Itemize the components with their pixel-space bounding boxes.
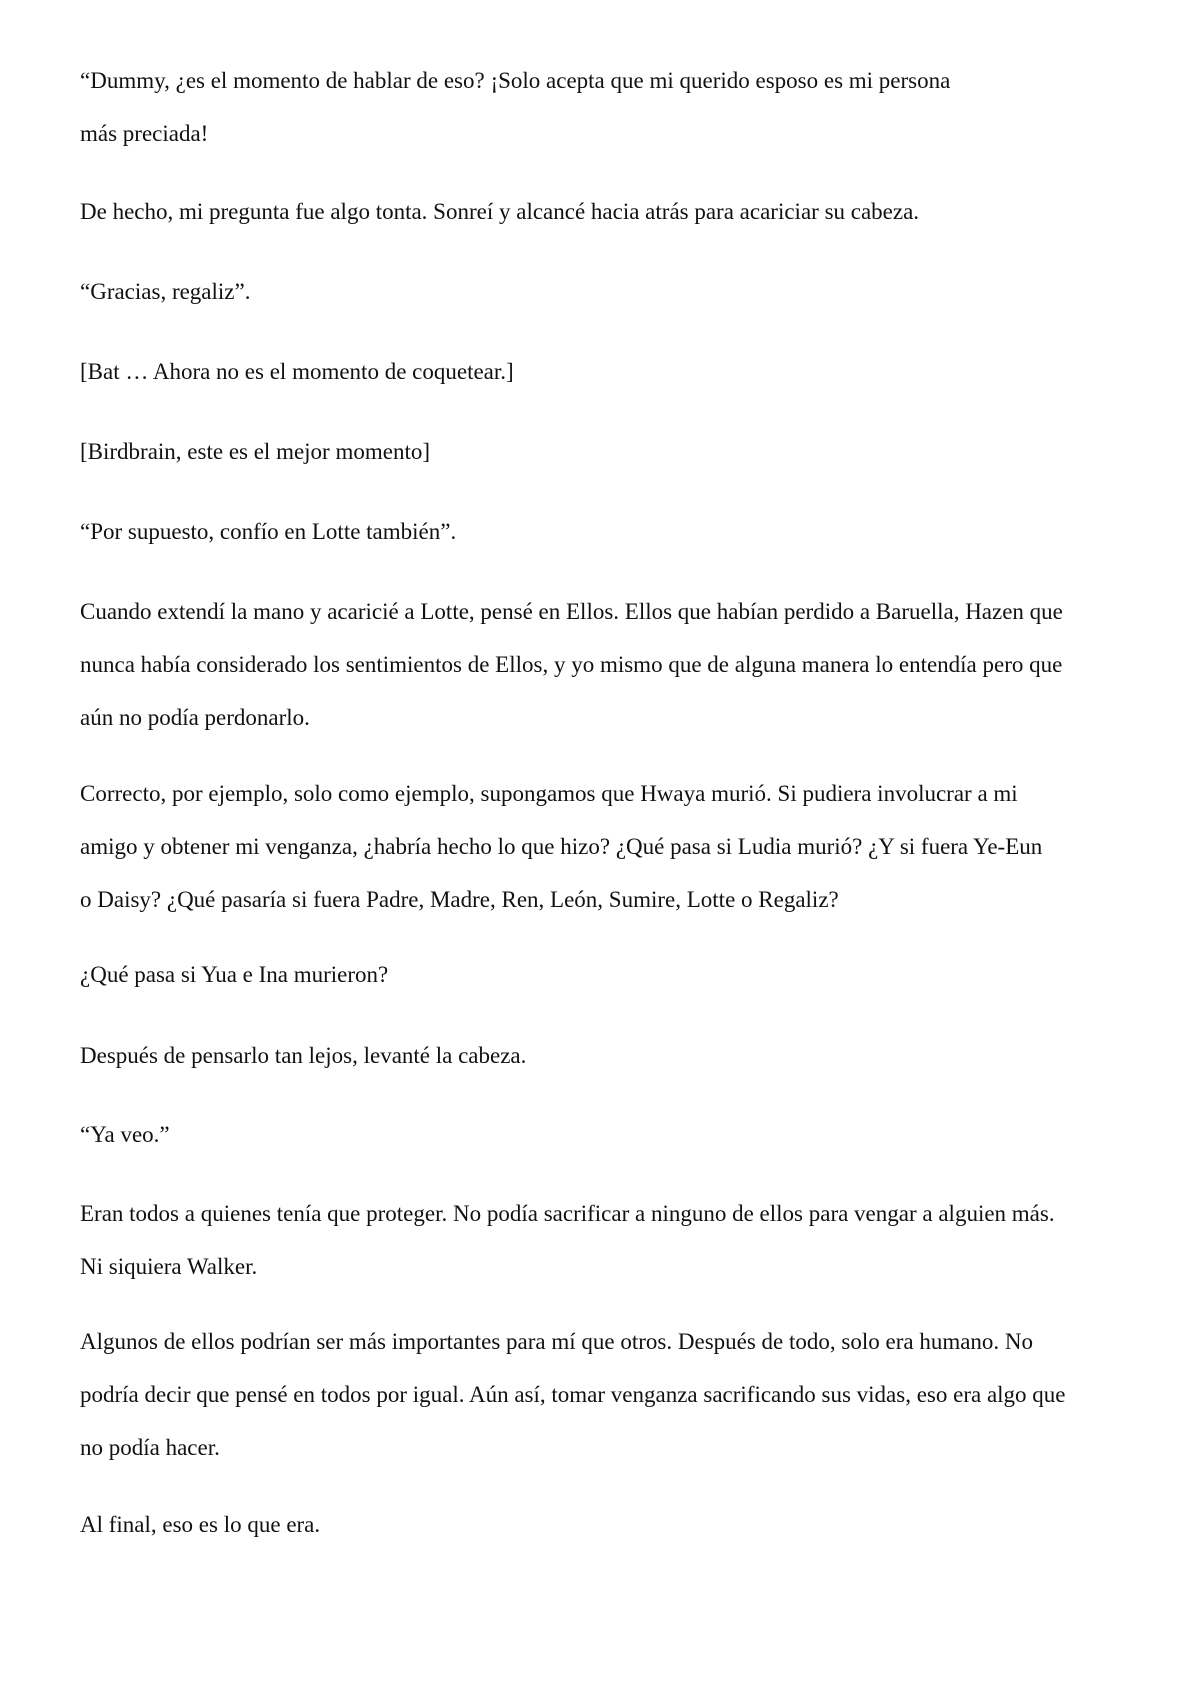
paragraph-1-line-1: “Dummy, ¿es el momento de hablar de eso? ¡Solo acepta que mi querido esposo es mi persona xyxy=(80,68,951,93)
paragraph-12-line-2: Ni siquiera Walker. xyxy=(80,1254,258,1279)
paragraph-2-line-1: De hecho, mi pregunta fue algo tonta. Sonreí y alcancé hacia atrás para acariciar su cabeza. xyxy=(80,199,920,224)
paragraph-14-line-1: Al final, eso es lo que era. xyxy=(80,1512,321,1537)
paragraph-12-line-1: Eran todos a quienes tenía que proteger. No podía sacrificar a ninguno de ellos para vengar a alguien más. xyxy=(80,1201,1055,1226)
paragraph-10-line-1: Después de pensarlo tan lejos, levanté la cabeza. xyxy=(80,1043,527,1068)
paragraph-13-line-1: Algunos de ellos podrían ser más importantes para mí que otros. Después de todo, solo era humano. No xyxy=(80,1329,1034,1354)
paragraph-8-line-3: o Daisy? ¿Qué pasaría si fuera Padre, Madre, Ren, León, Sumire, Lotte o Regaliz? xyxy=(80,887,839,912)
paragraph-8-line-2: amigo y obtener mi venganza, ¿habría hecho lo que hizo? ¿Qué pasa si Ludia murió? ¿Y si fuera Ye-Eun xyxy=(80,834,1043,859)
paragraph-13-line-3: no podía hacer. xyxy=(80,1435,220,1460)
paragraph-9-line-1: ¿Qué pasa si Yua e Ina murieron? xyxy=(80,962,389,987)
paragraph-6-line-1: “Por supuesto, confío en Lotte también”. xyxy=(80,519,457,544)
paragraph-11-line-1: “Ya veo.” xyxy=(80,1122,170,1147)
paragraph-7-line-3: aún no podía perdonarlo. xyxy=(80,705,310,730)
paragraph-7-line-1: Cuando extendí la mano y acaricié a Lotte, pensé en Ellos. Ellos que habían perdido a Baruella, Hazen que xyxy=(80,599,1063,624)
paragraph-13-line-2: podría decir que pensé en todos por igual. Aún así, tomar venganza sacrificando sus vidas, eso era algo que xyxy=(80,1382,1066,1407)
paragraph-5-line-1: [Birdbrain, este es el mejor momento] xyxy=(80,439,431,464)
paragraph-3-line-1: “Gracias, regaliz”. xyxy=(80,279,251,304)
paragraph-1-line-2: más preciada! xyxy=(80,121,209,146)
paragraph-8-line-1: Correcto, por ejemplo, solo como ejemplo, supongamos que Hwaya murió. Si pudiera involucrar a mi xyxy=(80,781,1018,806)
paragraph-7-line-2: nunca había considerado los sentimientos de Ellos, y yo mismo que de alguna manera lo entendía pero que xyxy=(80,652,1063,677)
paragraph-4-line-1: [Bat … Ahora no es el momento de coquetear.] xyxy=(80,359,514,384)
